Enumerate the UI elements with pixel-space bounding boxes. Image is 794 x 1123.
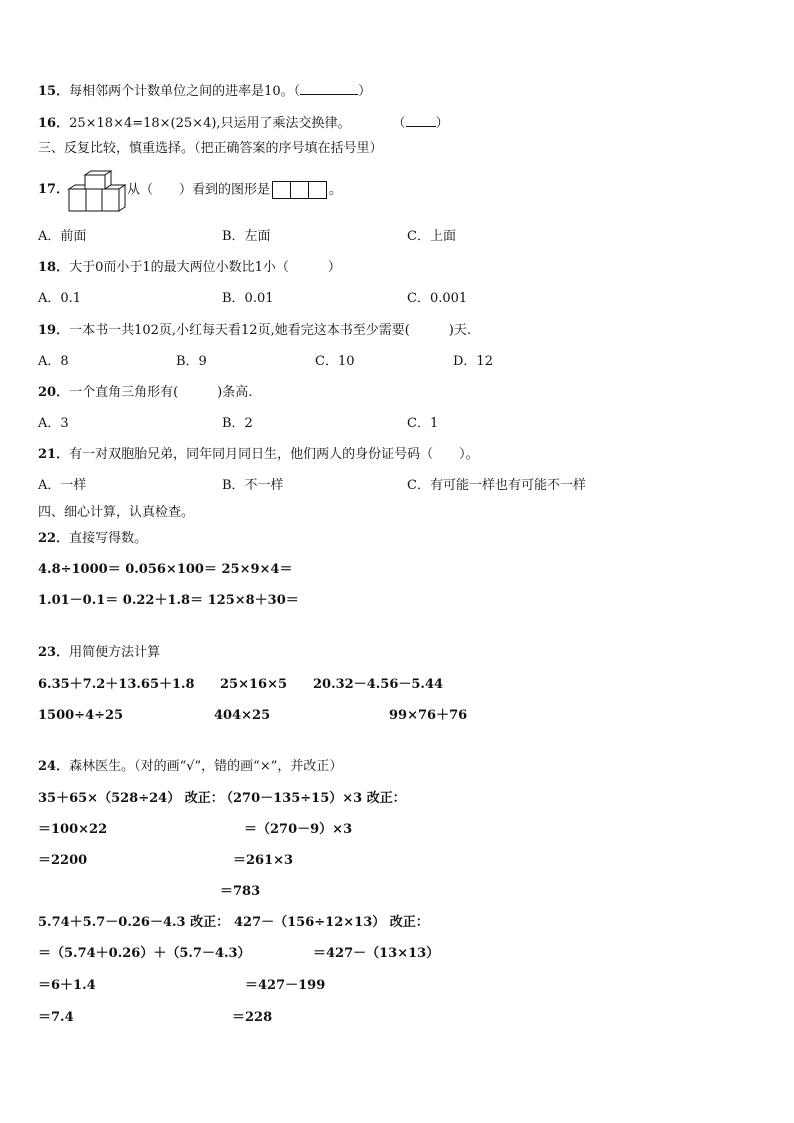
calc-item: 404×25 (214, 708, 271, 723)
calc-item: 20.32－4.56－5.44 (313, 677, 444, 692)
question-text: 一本书一共102页,小红每天看12页,她看完这本书至少需要( )天. (69, 323, 471, 338)
question-number: 24． (38, 759, 70, 774)
work-line: ＝（270－9）×3 (244, 822, 353, 837)
question-number: 17． (38, 182, 70, 197)
answer-blank[interactable] (406, 114, 436, 127)
cube-stack-figure (67, 169, 127, 213)
question-20 (38, 384, 252, 402)
option-b[interactable]: B．不一样 (222, 478, 284, 493)
question-22 (38, 530, 147, 548)
option-c[interactable]: C．有可能一样也有可能不一样 (407, 478, 586, 493)
calc-row: 1.01－0.1＝ 0.22＋1.8＝ 125×8＋30＝ (38, 593, 299, 608)
option-b[interactable]: B．2 (222, 416, 253, 431)
question-number: 20． (38, 385, 70, 400)
calc-item: 1500÷4÷25 (38, 708, 124, 723)
option-a[interactable]: A．前面 (38, 229, 87, 244)
option-c[interactable]: C．上面 (407, 229, 456, 244)
option-a[interactable]: A．3 (38, 416, 69, 431)
work-line: ＝7.4 (38, 1010, 74, 1025)
question-text: 有一对双胞胎兄弟，同年同月同日生，他们两人的身份证号码（ ）。 (69, 447, 479, 462)
question-18 (38, 259, 341, 277)
work-line: （270－135÷15）×3 改正： (220, 791, 406, 806)
work-line: ＝2200 (38, 853, 88, 868)
calc-row: 4.8÷1000＝ 0.056×100＝ 25×9×4＝ (38, 562, 293, 577)
option-b[interactable]: B．左面 (222, 229, 271, 244)
question-21 (38, 446, 479, 464)
calc-item: 99×76＋76 (389, 708, 468, 723)
question-text: 森林医生。（对的画“√”，错的画“×”，并改正） (69, 759, 343, 774)
question-24 (38, 758, 342, 776)
option-a[interactable]: A．8 (38, 354, 69, 369)
calc-item: 25×16×5 (220, 677, 288, 692)
work-line: ＝427－199 (245, 978, 326, 993)
question-text: 直接写得数。 (69, 531, 148, 546)
question-17-text (127, 181, 342, 200)
bracket-close: ） (435, 116, 449, 131)
work-line: ＝（5.74＋0.26）＋（5.7－4.3） (38, 946, 251, 961)
question-number: 15． (38, 84, 70, 99)
work-line: ＝100×22 (38, 822, 108, 837)
work-line: 35＋65×（528÷24） 改正： (38, 791, 224, 806)
question-text: 从（ ）看到的图形是 (127, 182, 271, 198)
section-heading: 三、反复比较，慎重选择。（把正确答案的序号填在括号里） (38, 141, 383, 156)
option-b[interactable]: B．9 (176, 354, 207, 369)
question-15 (38, 82, 371, 101)
option-d[interactable]: D．12 (453, 354, 493, 369)
question-23 (38, 644, 160, 662)
question-number: 19． (38, 323, 70, 338)
work-line: ＝228 (232, 1010, 273, 1025)
option-a[interactable]: A．0.1 (38, 291, 82, 306)
answer-blank[interactable] (300, 82, 358, 95)
view-boxes-figure (272, 181, 327, 199)
calc-item: 6.35＋7.2＋13.65＋1.8 (38, 677, 195, 692)
question-text: 大于0而小于1的最大两位小数比1小（ ） (69, 260, 341, 275)
work-line: 427－（156÷12×13） 改正： (234, 915, 429, 930)
question-19 (38, 322, 471, 340)
work-line: 5.74＋5.7－0.26－4.3 改正： (38, 915, 230, 930)
work-line: ＝6＋1.4 (38, 978, 96, 993)
question-17-number (38, 181, 69, 199)
option-c[interactable]: C．1 (407, 416, 439, 431)
bracket-close: ） (358, 84, 372, 99)
bracket-open: （ (392, 116, 406, 131)
option-b[interactable]: B．0.01 (222, 291, 274, 306)
question-number: 16． (38, 116, 70, 131)
option-c[interactable]: C．0.001 (407, 291, 468, 306)
period: 。 (329, 182, 343, 198)
question-number: 18． (38, 260, 70, 275)
question-number: 23． (38, 645, 70, 660)
option-c[interactable]: C．10 (315, 354, 355, 369)
section-heading: 四、细心计算，认真检查。 (38, 505, 195, 520)
question-16 (38, 114, 449, 133)
work-line: ＝783 (220, 884, 261, 899)
work-line: ＝427－（13×13） (313, 946, 440, 961)
question-text: 一个直角三角形有( )条高. (69, 385, 253, 400)
option-a[interactable]: A．一样 (38, 478, 87, 493)
question-text: 每相邻两个计数单位之间的进率是10。（ (69, 84, 301, 99)
question-text: 25×18×4=18×(25×4),只运用了乘法交换律。 (69, 116, 351, 131)
work-line: ＝261×3 (233, 853, 294, 868)
question-number: 21． (38, 447, 70, 462)
question-number: 22． (38, 531, 70, 546)
question-text: 用简便方法计算 (69, 645, 161, 660)
